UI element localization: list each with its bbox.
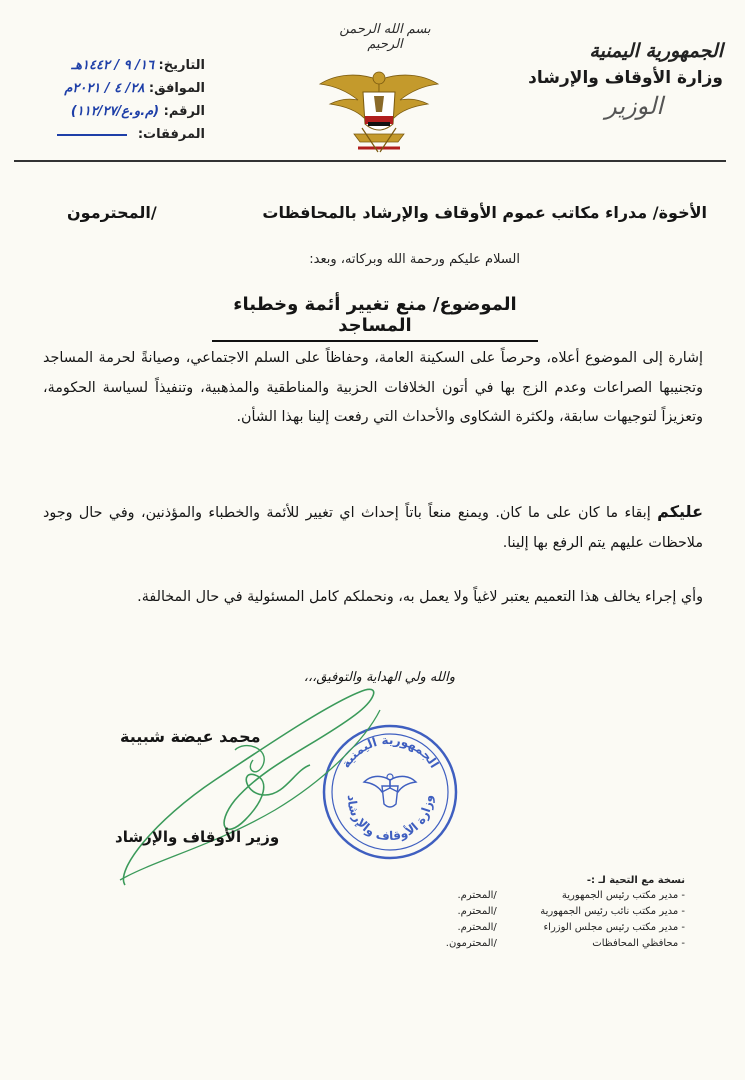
subject-line: الموضوع/ منع تغيير أئمة وخطباء المساجد [212, 294, 538, 342]
cc-list [385, 875, 685, 954]
list-item [385, 906, 685, 922]
corresponding-value: ٢٨/ ٤ / ٢٠٢١م [64, 81, 145, 96]
body-paragraph-1: إشارة إلى الموضوع أعلاه، وحرصاً على السكينة العامة، وحفاظاً على السلم الاجتماعي، وصيانةً لحرمة المساجد وتجنيبها الصراعات وعدم الزج بها في أتون الخلافات الحزبية والمناطقية والمذهبية، وتنفيذاً لسياسة الحكومة، وتعزيزاً لتوجيهات سابقة، ولكثرة الشكاوى والأحداث التي رفعت إلينا بهذا الشأن. [43, 350, 703, 425]
cc-honorific: /المحترم. [457, 906, 497, 917]
signer-title: وزير الأوقاف والإرشاد [115, 828, 280, 846]
corresponding-label: الموافق: [148, 81, 205, 96]
attachments-blank [57, 134, 127, 136]
greeting: السلام عليكم ورحمة الله وبركاته، وبعد: [309, 252, 520, 267]
corresponding-date-row [40, 81, 205, 104]
minister-title: الوزير [605, 92, 663, 120]
header-divider [14, 160, 726, 162]
addressee-honorific: /المحترمون [67, 203, 157, 222]
cc-honorific: /المحترمون. [445, 938, 497, 949]
date-label: التاريخ: [158, 58, 205, 73]
cc-honorific: /المحترم. [457, 890, 497, 901]
basmala: بسم الله الرحمن الرحيم [339, 22, 431, 52]
letterhead-right [513, 40, 723, 120]
ministry-name: وزارة الأوقاف والإرشاد [528, 68, 723, 88]
list-item [385, 938, 685, 954]
number-row [40, 104, 205, 127]
addressee-line [67, 203, 707, 222]
cc-recipient: - محافظي المحافظات [592, 938, 685, 949]
stamp-bottom-text: وزارة الأوقاف والإرشاد [344, 794, 436, 844]
yemen-eagle-emblem-icon [318, 62, 440, 154]
paragraph-2-lead: عليكم [657, 502, 704, 521]
number-label: الرقم: [163, 104, 205, 119]
cc-recipient: - مدير مكتب رئيس مجلس الوزراء [543, 922, 685, 933]
list-item [385, 890, 685, 906]
cc-honorific: /المحترم. [457, 922, 497, 933]
signer-name: محمد عيضة شبيبة [120, 727, 261, 746]
attachments-label: المرفقات: [137, 127, 205, 142]
republic-name: الجمهورية اليمنية [589, 40, 723, 62]
cc-recipient: - مدير مكتب رئيس الجمهورية [561, 890, 685, 901]
cc-title: نسخة مع التحية لـ :- [586, 875, 685, 886]
attachments-row [40, 127, 205, 150]
body-paragraph-2 [43, 497, 703, 558]
handwritten-signature [95, 670, 395, 900]
closing-line: والله ولي الهداية والتوفيق،،، [303, 670, 455, 685]
addressee: الأخوة/ مدراء مكاتب عموم الأوقاف والإرشاد بالمحافظات [262, 203, 707, 222]
stamp-top-text: الجمهورية اليمنية [338, 732, 442, 771]
body-paragraph-3: وأي إجراء يخالف هذا التعميم يعتبر لاغياً ولا يعمل به، ونحملكم كامل المسئولية في حال المخالفة. [137, 589, 703, 605]
letter-reference-block [40, 58, 205, 150]
date-row [40, 58, 205, 81]
cc-recipient: - مدير مكتب نائب رئيس الجمهورية [540, 906, 685, 917]
number-value: (م.و.ع/١١٢/٢٧) [70, 104, 160, 119]
list-item [385, 922, 685, 938]
date-value: ١٦/ ٩ / ١٤٤٢هـ [71, 58, 154, 73]
paragraph-2-text: إبقاء ما كان على ما كان. ويمنع منعاً باتاً إحداث اي تغيير للأئمة والخطباء والمؤذنين، وفي حال وجود ملاحظات عليهم يتم الرفع بها إلينا. [43, 505, 703, 551]
